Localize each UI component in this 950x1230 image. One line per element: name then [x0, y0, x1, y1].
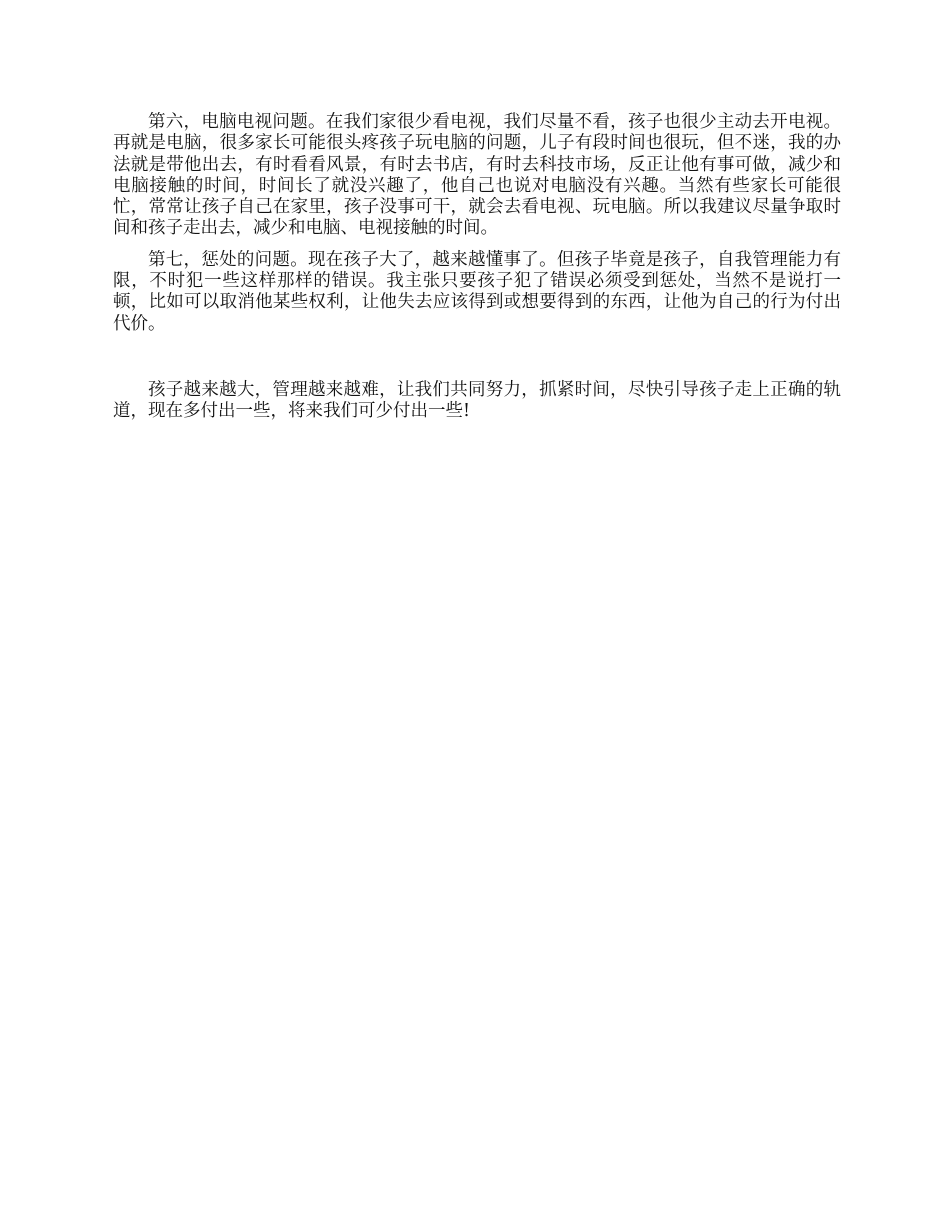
paragraph-spacer — [113, 345, 841, 380]
paragraph-punishment: 第七，惩处的问题。现在孩子大了，越来越懂事了。但孩子毕竟是孩子，自我管理能力有限，不时犯一些这样那样的错误。我主张只要孩子犯了错误必须受到惩处，当然不是说打一顿，比如可以取消他某些权利，让他失去应该得到或想要得到的东西，让他为自己的行为付出代价。 — [113, 249, 841, 334]
document-body — [113, 112, 841, 433]
paragraph-computer-tv: 第六，电脑电视问题。在我们家很少看电视，我们尽量不看，孩子也很少主动去开电视。再就是电脑，很多家长可能很头疼孩子玩电脑的问题，儿子有段时间也很玩，但不迷，我的办法就是带他出去，有时看看风景，有时去书店，有时去科技市场，反正让他有事可做，减少和电脑接触的时间，时间长了就没兴趣了，他自己也说对电脑没有兴趣。当然有些家长可能很忙，常常让孩子自己在家里，孩子没事可干，就会去看电视、玩电脑。所以我建议尽量争取时间和孩子走出去，减少和电脑、电视接触的时间。 — [113, 112, 841, 239]
paragraph-conclusion: 孩子越来越大，管理越来越难，让我们共同努力，抓紧时间，尽快引导孩子走上正确的轨道，现在多付出一些，将来我们可少付出一些! — [113, 379, 841, 422]
